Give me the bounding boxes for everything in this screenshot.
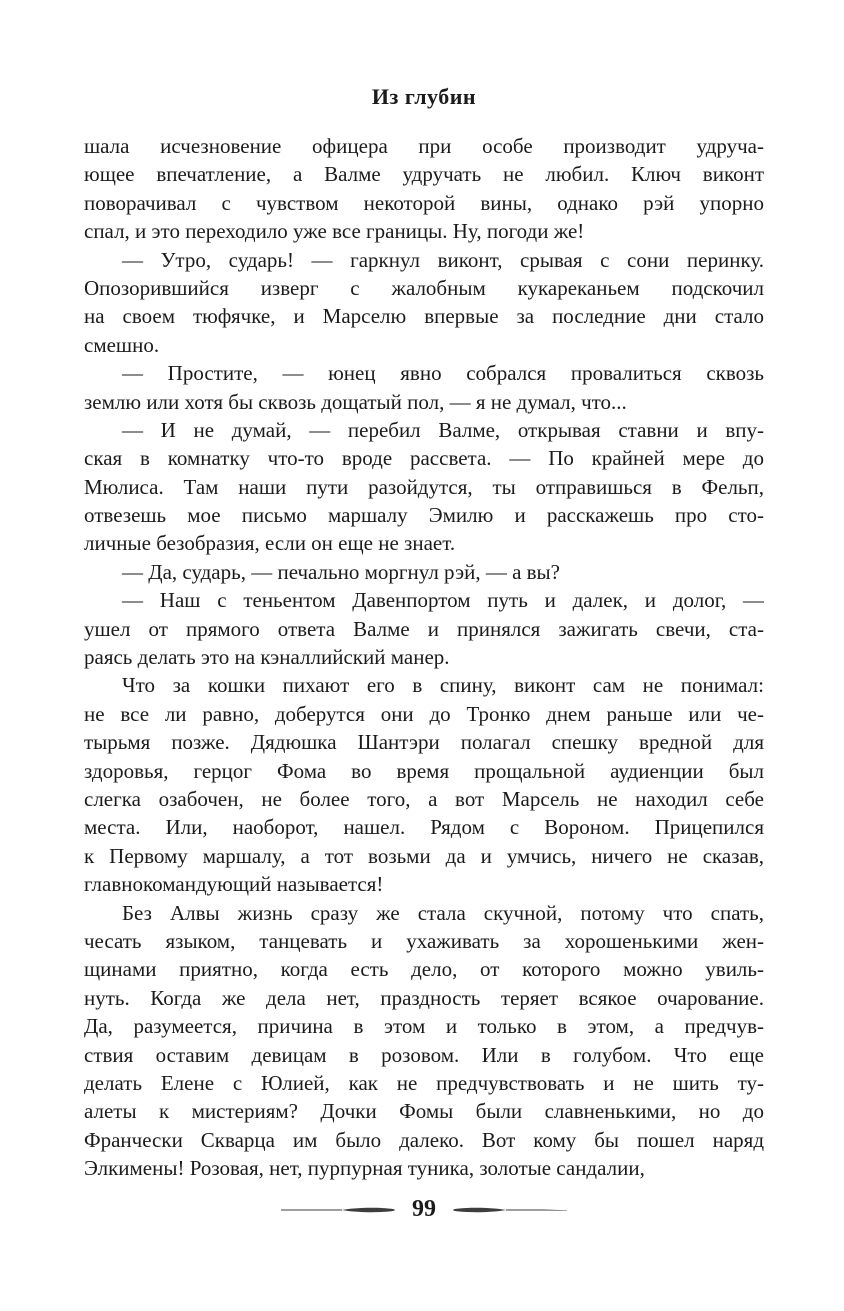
text-line: отвезешь мое письмо маршалу Эмилю и расскажешь про сто- bbox=[84, 503, 764, 528]
footer-ornament-left-icon bbox=[280, 1204, 400, 1216]
paragraph bbox=[84, 586, 764, 671]
paragraph bbox=[84, 899, 764, 1183]
text-line: тырьмя позже. Дядюшка Шантэри полагал спешку вредной для bbox=[84, 730, 764, 755]
text-line: Опозорившийся изверг с жалобным кукареканьем подскочил bbox=[84, 275, 764, 300]
text-line: на своем тюфячке, и Марселю впервые за последние дни стало bbox=[84, 304, 764, 329]
text-line: здоровья, герцог Фома во время прощальной аудиенции был bbox=[84, 758, 764, 783]
running-head: Из глубин bbox=[371, 84, 477, 109]
paragraph bbox=[84, 132, 764, 246]
text-line: — И не думай, — перебил Валме, открывая ставни и впу- bbox=[122, 417, 764, 442]
text-line: спал, и это переходило уже все границы. Ну, погоди же! bbox=[84, 219, 585, 244]
text-line: чесать языком, танцевать и ухаживать за хорошенькими жен- bbox=[84, 928, 764, 953]
paragraph bbox=[84, 359, 764, 416]
text-line: Элкимены! Розовая, нет, пурпурная туника, золотые сандалии, bbox=[84, 1156, 645, 1181]
paragraph bbox=[84, 246, 764, 360]
text-line: смешно. bbox=[84, 332, 160, 357]
footer-ornament-right-icon bbox=[448, 1204, 568, 1216]
text-line: к Первому маршалу, а тот возьми да и умчись, ничего не сказав, bbox=[84, 843, 764, 868]
text-line: поворачивал с чувством некоторой вины, однако рэй упорно bbox=[84, 190, 764, 215]
text-line: Мюлиса. Там наши пути разойдутся, ты отправишься в Фельп, bbox=[84, 474, 764, 499]
text-line: — Да, сударь, — печально моргнул рэй, — а вы? bbox=[122, 559, 560, 584]
text-line: личные безобразия, если он еще не знает. bbox=[84, 531, 456, 556]
text-line: делать Елене с Юлией, как не предчувствовать и не шить ту- bbox=[84, 1070, 764, 1095]
text-line: Без Алвы жизнь сразу же стала скучной, потому что спать, bbox=[122, 900, 764, 925]
text-line: ушел от прямого ответа Валме и принялся зажигать свечи, ста- bbox=[84, 616, 764, 641]
paragraph bbox=[84, 416, 764, 558]
text-line: шала исчезновение офицера при особе производит удруча- bbox=[84, 134, 764, 158]
text-line: — Простите, — юнец явно собрался провалиться сквозь bbox=[122, 361, 764, 386]
page-footer bbox=[84, 1196, 764, 1223]
text-line: Что за кошки пихают его в спину, виконт сам не понимал: bbox=[122, 673, 764, 698]
text-line: Да, разумеется, причина в этом и только в этом, а предчув- bbox=[84, 1014, 764, 1039]
text-line: нуть. Когда же дела нет, праздность теряет всякое очарование. bbox=[84, 985, 764, 1010]
text-line: слегка озабочен, не более того, а вот Марсель не находил себе bbox=[84, 786, 764, 811]
text-line: щинами приятно, когда есть дело, от которого можно увиль- bbox=[84, 957, 764, 982]
page-number: 99 bbox=[412, 1196, 436, 1223]
paragraph bbox=[84, 558, 764, 586]
text-line: ская в комнатку что-то вроде рассвета. — По крайней мере до bbox=[84, 446, 764, 471]
text-line: — Утро, сударь! — гаркнул виконт, срывая с сони перинку. bbox=[122, 247, 764, 272]
text-line: ющее впечатление, а Валме удручать не любил. Ключ виконт bbox=[84, 162, 764, 187]
text-line: алеты к мистериям? Дочки Фомы были славненькими, но до bbox=[84, 1099, 764, 1124]
text-body bbox=[84, 132, 764, 1182]
text-line: — Наш с теньентом Давенпортом путь и далек, и долог, — bbox=[122, 588, 764, 613]
text-line: главнокомандующий называется! bbox=[84, 872, 384, 897]
text-line: раясь делать это на кэналлийский манер. bbox=[84, 645, 450, 670]
text-line: ствия оставим девицам в розовом. Или в голубом. Что еще bbox=[84, 1042, 764, 1067]
text-line: места. Или, наоборот, нашел. Рядом с Вороном. Прицепился bbox=[84, 815, 764, 840]
paragraph bbox=[84, 671, 764, 898]
text-line: землю или хотя бы сквозь дощатый пол, — я не думал, что... bbox=[84, 389, 627, 414]
text-line: Франчески Скварца им было далеко. Вот кому бы пошел наряд bbox=[84, 1127, 764, 1152]
text-line: не все ли равно, доберутся они до Тронко днем раньше или че- bbox=[84, 701, 764, 726]
